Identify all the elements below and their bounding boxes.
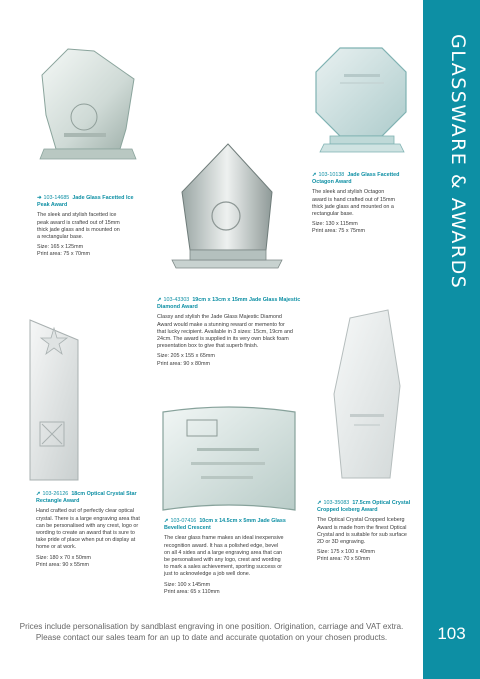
product-size: Size: 180 x 70 x 50mm: [36, 554, 91, 561]
product-cropped-iceberg: ➚ 103-35083 17.5cm Optical Crystal Cropped Iceberg Award The Optical Crystal Cropped Iceberg Award is made from the finest Optical Crystal and is suitable for sub surface 2D or 3D engraving. Size: 175 x 100 x 40mm Print area: 70 x 50mm: [317, 500, 421, 564]
product-print-area: Print area: 90 x 80mm: [157, 360, 211, 367]
star-rectangle-award-image: [20, 316, 94, 486]
footer-line-1: Prices include personalisation by sandblast engraving in one position. Origination, carriage and VAT extra.: [19, 622, 404, 631]
footer-line-2: Please contact our sales team for an up to date and accurate quotation on your chosen products.: [35, 633, 388, 642]
arrow-icon: ➚: [312, 172, 317, 178]
product-size: Size: 100 x 145mm: [164, 581, 211, 588]
product-print-area: Print area: 75 x 70mm: [37, 251, 91, 258]
product-size: Size: 175 x 100 x 40mm: [317, 549, 375, 556]
product-print-area: Print area: 75 x 75mm: [312, 228, 366, 235]
arrow-icon: ➜: [37, 195, 42, 201]
octagon-award-image: [312, 44, 412, 156]
product-majestic-diamond: ➚ 103-43303 19cm x 13cm x 15mm Jade Glass Majestic Diamond Award Classy and stylish the Jade Glass Majestic Diamond Award would make a stunning reward or memento for that lucky recipient. Available in 3 sizes: 15cm, 19cm and 24cm. The award is supplied in its very own black foam presentation box to give that superb finish. Size: 205 x 155 x 65mm Print area: 90 x 80mm: [157, 297, 317, 368]
ice-peak-award-image: [28, 45, 146, 165]
product-print-area: Print area: 70 x 50mm: [317, 556, 371, 563]
product-star-rectangle: ➚ 103-26126 18cm Optical Crystal Star Rectangle Award Hand crafted out of perfectly clear optical crystal. There is a large engraving area that can be personalised with any crest, logo or wording to create an award that is sure to take pride of place when put on display at home or at work. Size: 180 x 70 x 50mm Print area: 90 x 55mm: [36, 491, 156, 569]
majestic-diamond-award-image: [168, 140, 286, 288]
product-print-area: Print area: 90 x 55mm: [36, 561, 90, 568]
arrow-icon: ➚: [164, 518, 169, 524]
arrow-icon: ➚: [36, 491, 41, 497]
product-size: Size: 205 x 155 x 65mm: [157, 353, 215, 360]
product-title: ➚ 103-43303 19cm x 13cm x 15mm Jade Glass Majestic Diamond Award: [157, 297, 301, 311]
page-number: 103: [437, 624, 466, 643]
product-title: ➚ 103-07416 10cm x 14.5cm x 5mm Jade Glass Bevelled Crescent: [164, 518, 286, 532]
product-title: ➜ 103-14685 Jade Glass Facetted Ice Peak Award: [37, 195, 134, 209]
bevelled-crescent-image: [157, 402, 301, 514]
product-jade-ice-peak: ➜ 103-14685 Jade Glass Facetted Ice Peak Award The sleek and stylish facetted ice peak award is crafted out of 15mm thick jade glass and is mounted on a rectangular base. Size: 165 x 125mm Print area: 75 x 70mm: [37, 195, 147, 259]
arrow-icon: ➚: [317, 500, 322, 506]
product-title: ➚ 103-35083 17.5cm Optical Crystal Cropped Iceberg Award: [317, 500, 411, 514]
product-size: Size: 165 x 125mm: [37, 244, 84, 251]
section-title: GLASSWARE & AWARDS: [447, 34, 469, 290]
product-jade-octagon: ➚ 103-10138 Jade Glass Facetted Octagon Award The sleek and stylish Octagon award is hand crafted out of 15mm thick jade glass and mounted on a rectangular base. Size: 130 x 115mm Print area: 75 x 75mm: [312, 172, 422, 236]
footer-note: [0, 621, 423, 643]
arrow-icon: ➚: [157, 297, 162, 303]
product-size: Size: 130 x 115mm: [312, 221, 358, 228]
product-bevelled-crescent: ➚ 103-07416 10cm x 14.5cm x 5mm Jade Glass Bevelled Crescent The clear glass frame makes an ideal inexpensive recognition award. It has a polished edge, bevel on all 4 sides and a large engraving area that can be personalised with any logo, crest and wording to mark a sales achievement, sporting success or just to acknowledge a job well done. Size: 100 x 145mm Print area: 65 x 110mm: [164, 518, 314, 596]
cropped-iceberg-award-image: [320, 304, 410, 492]
product-title: ➚ 103-10138 Jade Glass Facetted Octagon Award: [312, 172, 400, 186]
product-title: ➚ 103-26126 18cm Optical Crystal Star Rectangle Award: [36, 491, 137, 505]
product-print-area: Print area: 65 x 110mm: [164, 588, 220, 595]
